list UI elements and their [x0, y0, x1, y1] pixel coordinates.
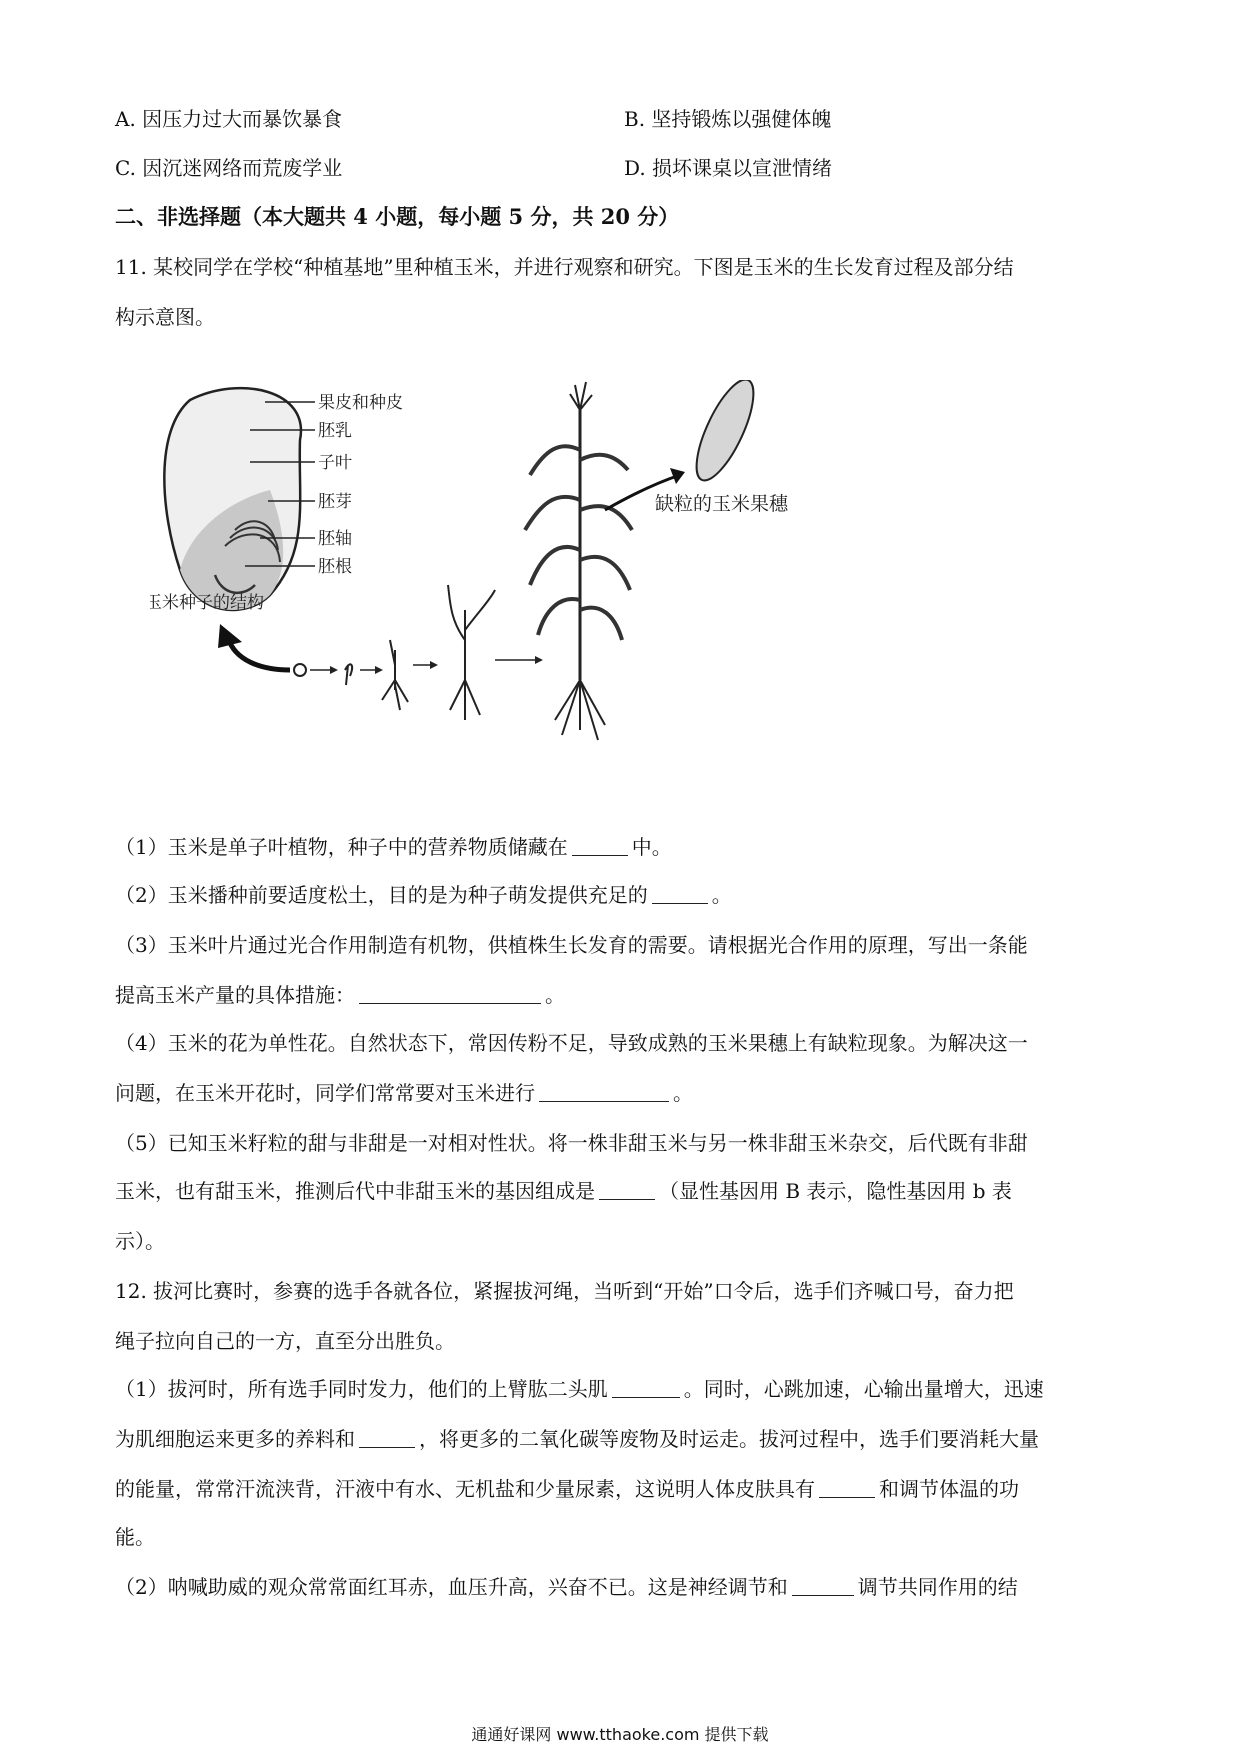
- label-plumule: 胚芽: [318, 492, 352, 512]
- answer-blank: [612, 1375, 680, 1398]
- answer-blank: [652, 881, 708, 904]
- label-endosperm: 胚乳: [318, 421, 352, 441]
- q12-part1-text1: （1）拔河时，所有选手同时发力，他们的上臂肱二头肌: [115, 1377, 608, 1401]
- q11-part3-line2: [115, 980, 565, 1010]
- seed-caption: 玉米种子的结构: [150, 593, 264, 613]
- q11-stem-line1: 11. 某校同学在学校“种植基地”里种植玉米，并进行观察和研究。下图是玉米的生长发育过程及部分结: [115, 255, 1014, 279]
- q12-part2-end: 调节共同作用的结: [857, 1575, 1018, 1599]
- stage-germination: [345, 664, 352, 685]
- corn-ear: [685, 380, 764, 487]
- q12-stem-line2: 绳子拉向自己的一方，直至分出胜负。: [115, 1329, 455, 1353]
- q11-part2-text: （2）玉米播种前要适度松土，目的是为种子萌发提供充足的: [115, 883, 648, 907]
- curved-arrowhead: [218, 624, 242, 648]
- answer-blank: [819, 1475, 875, 1498]
- q11-part5-line2: [115, 1176, 1012, 1206]
- q12-part1-line2: [115, 1424, 1039, 1454]
- q11-part4-line2: [115, 1078, 693, 1108]
- q12-stem-line1: 12. 拔河比赛时，参赛的选手各就各位，紧握拔河绳，当听到“开始”口令后，选手们齐喊口号，奋力把: [115, 1279, 1014, 1303]
- q12-part1-line4: 能。: [115, 1525, 155, 1549]
- corn-roots: [555, 680, 605, 740]
- q12-part1-line3: [115, 1474, 1019, 1504]
- stage-seed: [294, 664, 306, 676]
- q11-stem-line2: 构示意图。: [115, 305, 215, 329]
- footer-source: 通通好课网 www.tthaoke.com 提供下载: [471, 1725, 769, 1744]
- q12-part2: [115, 1572, 1018, 1602]
- q12-part2-text: （2）呐喊助威的观众常常面红耳赤，血压升高，兴奋不已。这是神经调节和: [115, 1575, 788, 1599]
- q11-part4-text: 问题，在玉米开花时，同学们常常要对玉米进行: [115, 1081, 535, 1105]
- q11-part3-end: 。: [545, 983, 565, 1007]
- stage-seedling: [448, 585, 495, 720]
- q11-part1: [115, 832, 672, 862]
- q11-part4-line1: （4）玉米的花为单性花。自然状态下，常因传粉不足，导致成熟的玉米果穗上有缺粒现象。为解决这一: [115, 1031, 1028, 1055]
- q12-part1-line1: [115, 1374, 1044, 1404]
- label-cotyledon: 子叶: [318, 453, 352, 473]
- option-a: A. 因压力过大而暴饮暴食: [115, 107, 343, 131]
- option-c: C. 因沉迷网络而荒废学业: [115, 156, 343, 180]
- q11-part5-line1: （5）已知玉米籽粒的甜与非甜是一对相对性状。将一株非甜玉米与另一株非甜玉米杂交，后代既有非甜: [115, 1131, 1028, 1155]
- answer-blank: [359, 981, 541, 1004]
- corn-tassel: [570, 382, 592, 410]
- label-hypocotyl: 胚轴: [318, 529, 352, 549]
- answer-blank: [359, 1425, 415, 1448]
- q11-part2: [115, 880, 732, 910]
- answer-blank: [572, 833, 628, 856]
- q12-part1-text3: 为肌细胞运来更多的养料和: [115, 1427, 355, 1451]
- corn-growth-diagram: [150, 380, 910, 800]
- option-d: D. 损坏课桌以宣泄情绪: [624, 156, 833, 180]
- q11-part3-text: 提高玉米产量的具体措施：: [115, 983, 355, 1007]
- q12-part1-text2: 。同时，心跳加速，心输出量增大，迅速: [683, 1377, 1044, 1401]
- option-b: B. 坚持锻炼以强健体魄: [624, 107, 832, 131]
- q11-part1-text: （1）玉米是单子叶植物，种子中的营养物质储藏在: [115, 835, 568, 859]
- q12-part1-text5: 的能量，常常汗流浃背，汗液中有水、无机盐和少量尿素，这说明人体皮肤具有: [115, 1477, 815, 1501]
- q11-part2-end: 。: [711, 883, 732, 907]
- section-heading: 二、非选择题（本大题共 4 小题，每小题 5 分，共 20 分）: [115, 204, 680, 229]
- answer-blank: [539, 1079, 669, 1102]
- answer-blank: [599, 1177, 655, 1200]
- q12-part1-text4: ，将更多的二氧化碳等废物及时运走。拔河过程中，选手们要消耗大量: [419, 1427, 1039, 1451]
- q11-part1-end: 中。: [631, 835, 672, 859]
- label-pericarp: 果皮和种皮: [318, 393, 403, 413]
- q11-part5-text: 玉米，也有甜玉米，推测后代中非甜玉米的基因组成是: [115, 1179, 595, 1203]
- answer-blank: [792, 1573, 854, 1596]
- ear-caption: 缺粒的玉米果穗: [655, 493, 789, 515]
- q11-part5-end: （显性基因用 B 表示，隐性基因用 b 表: [659, 1179, 1012, 1203]
- q11-part4-end: 。: [673, 1081, 693, 1105]
- q11-part5-line3: 示）。: [115, 1229, 165, 1253]
- q11-part3-line1: （3）玉米叶片通过光合作用制造有机物，供植株生长发育的需要。请根据光合作用的原理，写出一条能: [115, 933, 1028, 957]
- corn-growth-figure: [150, 380, 910, 800]
- label-radicle: 胚根: [318, 557, 352, 577]
- stage-sprout: [382, 640, 408, 710]
- q12-part1-text6: 和调节体温的功: [879, 1477, 1019, 1501]
